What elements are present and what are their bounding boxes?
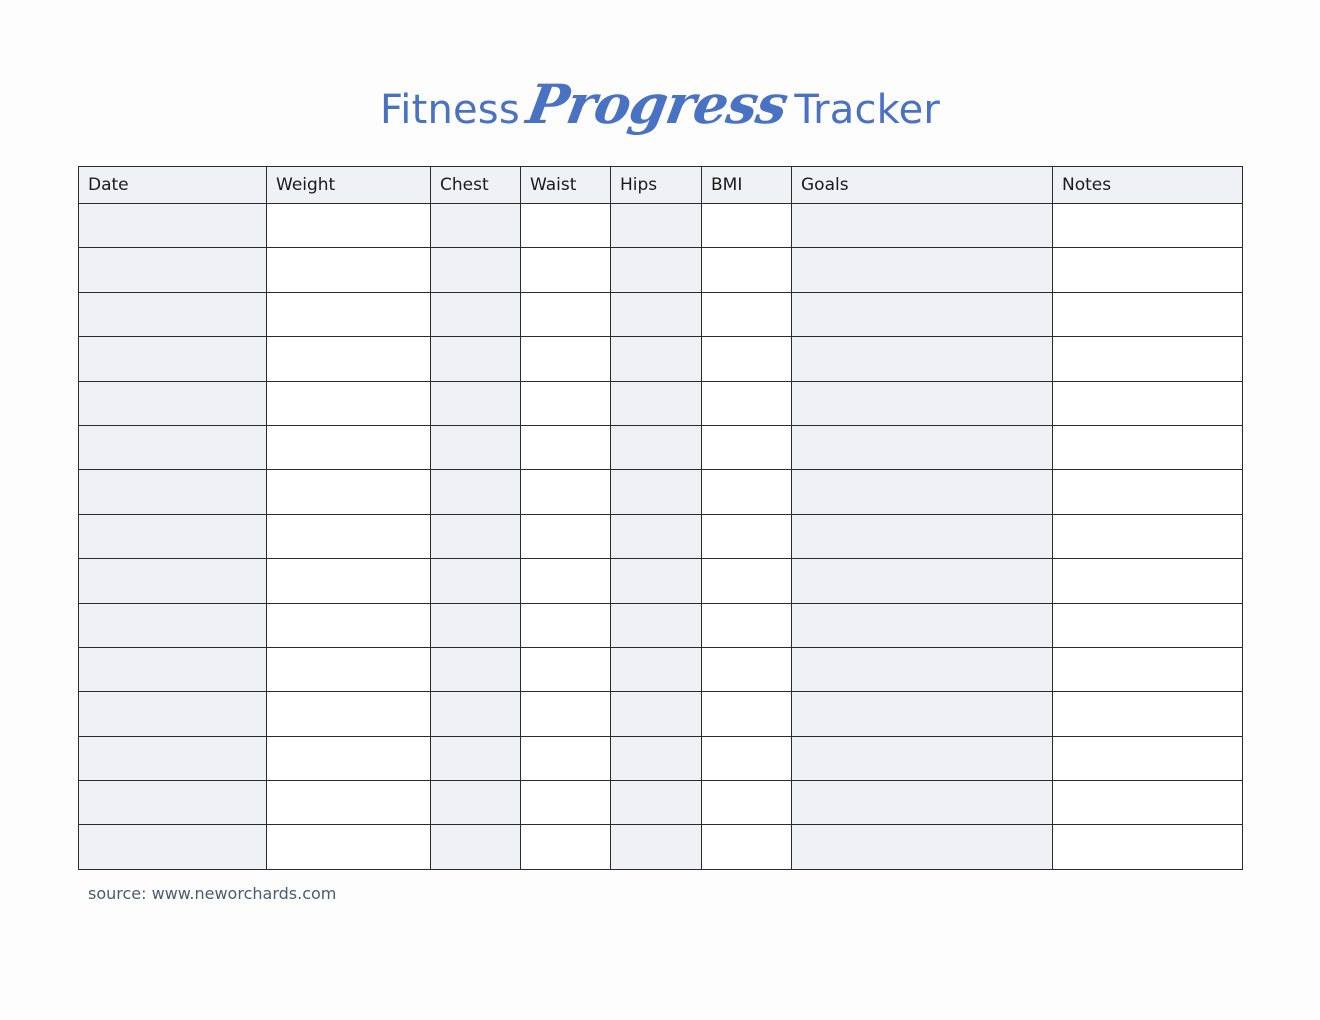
cell-chest[interactable]	[431, 204, 521, 248]
tracker-table	[78, 166, 1243, 870]
cell-chest[interactable]	[431, 692, 521, 736]
cell-goals[interactable]	[792, 736, 1053, 780]
cell-bmi[interactable]	[702, 825, 792, 869]
cell-hips[interactable]	[611, 381, 702, 425]
cell-waist[interactable]	[521, 292, 611, 336]
cell-chest[interactable]	[431, 292, 521, 336]
cell-weight[interactable]	[267, 381, 431, 425]
table-row	[79, 603, 1243, 647]
cell-notes[interactable]	[1053, 825, 1243, 869]
cell-date[interactable]	[79, 337, 267, 381]
cell-waist[interactable]	[521, 647, 611, 691]
cell-date[interactable]	[79, 470, 267, 514]
table-row	[79, 337, 1243, 381]
cell-waist[interactable]	[521, 736, 611, 780]
cell-hips[interactable]	[611, 603, 702, 647]
cell-notes[interactable]	[1053, 204, 1243, 248]
cell-weight[interactable]	[267, 825, 431, 869]
cell-goals[interactable]	[792, 381, 1053, 425]
table-row	[79, 514, 1243, 558]
cell-date[interactable]	[79, 781, 267, 825]
cell-chest[interactable]	[431, 647, 521, 691]
cell-waist[interactable]	[521, 514, 611, 558]
cell-hips[interactable]	[611, 248, 702, 292]
page-title	[0, 72, 1320, 136]
cell-bmi[interactable]	[702, 736, 792, 780]
cell-goals[interactable]	[792, 559, 1053, 603]
cell-weight[interactable]	[267, 603, 431, 647]
table-row	[79, 559, 1243, 603]
cell-date[interactable]	[79, 204, 267, 248]
table-row	[79, 692, 1243, 736]
cell-waist[interactable]	[521, 470, 611, 514]
cell-waist[interactable]	[521, 204, 611, 248]
cell-bmi[interactable]	[702, 337, 792, 381]
cell-date[interactable]	[79, 381, 267, 425]
cell-goals[interactable]	[792, 470, 1053, 514]
cell-chest[interactable]	[431, 514, 521, 558]
cell-waist[interactable]	[521, 337, 611, 381]
cell-bmi[interactable]	[702, 292, 792, 336]
cell-chest[interactable]	[431, 781, 521, 825]
col-header-waist: Waist	[521, 167, 611, 204]
cell-bmi[interactable]	[702, 470, 792, 514]
cell-date[interactable]	[79, 514, 267, 558]
table-row	[79, 248, 1243, 292]
cell-goals[interactable]	[792, 692, 1053, 736]
cell-bmi[interactable]	[702, 559, 792, 603]
table-row	[79, 781, 1243, 825]
col-header-chest: Chest	[431, 167, 521, 204]
cell-hips[interactable]	[611, 337, 702, 381]
col-header-notes: Notes	[1053, 167, 1243, 204]
cell-bmi[interactable]	[702, 514, 792, 558]
cell-waist[interactable]	[521, 248, 611, 292]
cell-weight[interactable]	[267, 736, 431, 780]
cell-waist[interactable]	[521, 381, 611, 425]
cell-notes[interactable]	[1053, 337, 1243, 381]
cell-waist[interactable]	[521, 692, 611, 736]
cell-waist[interactable]	[521, 781, 611, 825]
cell-bmi[interactable]	[702, 248, 792, 292]
cell-weight[interactable]	[267, 292, 431, 336]
cell-waist[interactable]	[521, 603, 611, 647]
cell-hips[interactable]	[611, 204, 702, 248]
cell-hips[interactable]	[611, 292, 702, 336]
source-credit: source: www.neworchards.com	[88, 884, 337, 903]
cell-hips[interactable]	[611, 825, 702, 869]
cell-date[interactable]	[79, 248, 267, 292]
cell-chest[interactable]	[431, 470, 521, 514]
cell-date[interactable]	[79, 425, 267, 469]
cell-goals[interactable]	[792, 337, 1053, 381]
cell-notes[interactable]	[1053, 692, 1243, 736]
cell-notes[interactable]	[1053, 514, 1243, 558]
title-progress: Progress	[522, 72, 792, 136]
cell-date[interactable]	[79, 603, 267, 647]
cell-chest[interactable]	[431, 603, 521, 647]
cell-hips[interactable]	[611, 736, 702, 780]
cell-date[interactable]	[79, 825, 267, 869]
cell-chest[interactable]	[431, 381, 521, 425]
title-fitness: Fitness	[379, 87, 520, 133]
cell-chest[interactable]	[431, 425, 521, 469]
cell-goals[interactable]	[792, 425, 1053, 469]
cell-chest[interactable]	[431, 337, 521, 381]
cell-date[interactable]	[79, 736, 267, 780]
cell-goals[interactable]	[792, 603, 1053, 647]
cell-chest[interactable]	[431, 248, 521, 292]
cell-notes[interactable]	[1053, 248, 1243, 292]
cell-goals[interactable]	[792, 781, 1053, 825]
cell-chest[interactable]	[431, 736, 521, 780]
cell-weight[interactable]	[267, 337, 431, 381]
cell-notes[interactable]	[1053, 559, 1243, 603]
cell-notes[interactable]	[1053, 736, 1243, 780]
cell-goals[interactable]	[792, 825, 1053, 869]
table-row	[79, 292, 1243, 336]
cell-goals[interactable]	[792, 647, 1053, 691]
cell-bmi[interactable]	[702, 425, 792, 469]
cell-goals[interactable]	[792, 514, 1053, 558]
cell-weight[interactable]	[267, 514, 431, 558]
col-header-goals: Goals	[792, 167, 1053, 204]
cell-bmi[interactable]	[702, 603, 792, 647]
cell-goals[interactable]	[792, 204, 1053, 248]
cell-hips[interactable]	[611, 647, 702, 691]
table-row	[79, 425, 1243, 469]
cell-date[interactable]	[79, 559, 267, 603]
cell-notes[interactable]	[1053, 603, 1243, 647]
cell-weight[interactable]	[267, 425, 431, 469]
cell-notes[interactable]	[1053, 470, 1243, 514]
table-row	[79, 470, 1243, 514]
col-header-date: Date	[79, 167, 267, 204]
table-row	[79, 204, 1243, 248]
cell-bmi[interactable]	[702, 781, 792, 825]
table-row	[79, 825, 1243, 869]
cell-notes[interactable]	[1053, 781, 1243, 825]
cell-weight[interactable]	[267, 470, 431, 514]
cell-date[interactable]	[79, 692, 267, 736]
col-header-bmi: BMI	[702, 167, 792, 204]
cell-weight[interactable]	[267, 647, 431, 691]
table-row	[79, 736, 1243, 780]
cell-weight[interactable]	[267, 248, 431, 292]
cell-hips[interactable]	[611, 514, 702, 558]
cell-waist[interactable]	[521, 425, 611, 469]
cell-notes[interactable]	[1053, 647, 1243, 691]
cell-waist[interactable]	[521, 825, 611, 869]
cell-goals[interactable]	[792, 248, 1053, 292]
header-row	[79, 167, 1243, 204]
cell-notes[interactable]	[1053, 292, 1243, 336]
title-tracker: Tracker	[794, 87, 941, 133]
cell-weight[interactable]	[267, 559, 431, 603]
cell-date[interactable]	[79, 292, 267, 336]
cell-hips[interactable]	[611, 692, 702, 736]
cell-bmi[interactable]	[702, 381, 792, 425]
cell-bmi[interactable]	[702, 647, 792, 691]
cell-date[interactable]	[79, 647, 267, 691]
cell-hips[interactable]	[611, 470, 702, 514]
table-row	[79, 381, 1243, 425]
cell-waist[interactable]	[521, 559, 611, 603]
cell-notes[interactable]	[1053, 425, 1243, 469]
cell-bmi[interactable]	[702, 204, 792, 248]
table-row	[79, 647, 1243, 691]
cell-weight[interactable]	[267, 204, 431, 248]
cell-chest[interactable]	[431, 825, 521, 869]
col-header-hips: Hips	[611, 167, 702, 204]
cell-weight[interactable]	[267, 692, 431, 736]
col-header-weight: Weight	[267, 167, 431, 204]
cell-chest[interactable]	[431, 559, 521, 603]
cell-notes[interactable]	[1053, 381, 1243, 425]
tracker-body	[79, 204, 1243, 870]
cell-goals[interactable]	[792, 292, 1053, 336]
cell-hips[interactable]	[611, 559, 702, 603]
cell-hips[interactable]	[611, 425, 702, 469]
cell-hips[interactable]	[611, 781, 702, 825]
cell-weight[interactable]	[267, 781, 431, 825]
cell-bmi[interactable]	[702, 692, 792, 736]
